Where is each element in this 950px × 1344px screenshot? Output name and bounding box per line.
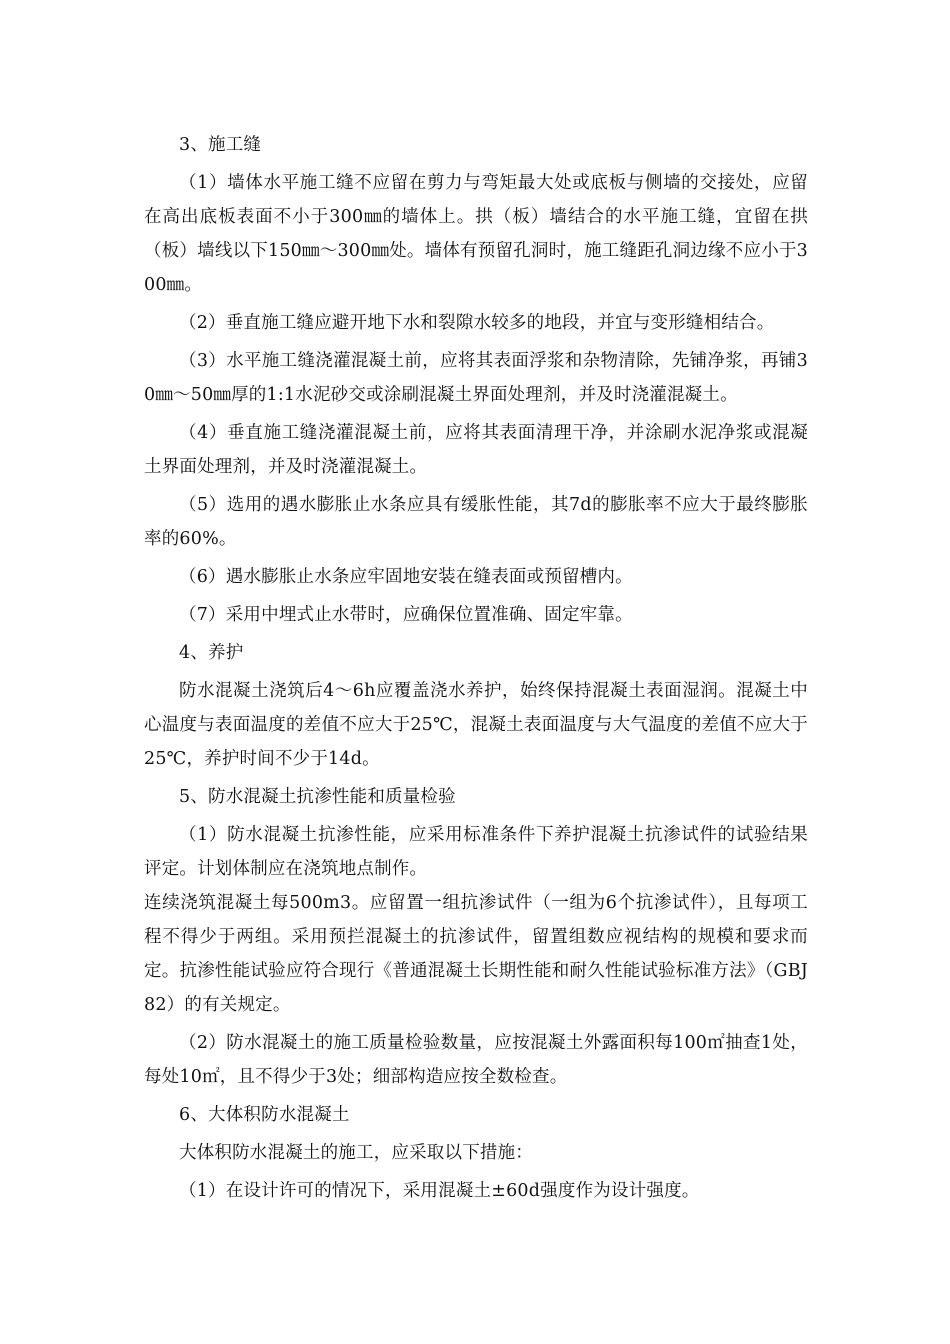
- document-body: [144, 128, 808, 1208]
- paragraph-6-intro: 大体积防水混凝土的施工，应采取以下措施：: [179, 1143, 533, 1163]
- paragraph-5-1: （1）防水混凝土抗渗性能，应采用标准条件下养护混凝土抗渗试件的试验结果评定。计划体制应在浇筑地点制作。: [144, 825, 808, 879]
- paragraph-3-4: （4）垂直施工缝浇灌混凝土前，应将其表面清理干净，并涂刷水泥净浆或混凝土界面处理剂，并及时浇灌混凝土。: [144, 423, 808, 477]
- paragraph-3-1: （1）墙体水平施工缝不应留在剪力与弯矩最大处或底板与侧墙的交接处，应留在高出底板表面不小于300㎜的墙体上。拱（板）墙结合的水平施工缝，宜留在拱（板）墙线以下150㎜～300㎜处。墙体有预留孔洞时，施工缝距孔洞边缘不应小于300㎜。: [144, 173, 808, 295]
- section-heading-3: 3、施工缝: [179, 135, 262, 155]
- paragraph-4-1: 防水混凝土浇筑后4～6h应覆盖浇水养护，始终保持混凝土表面湿润。混凝土中心温度与表面温度的差值不应大于25℃，混凝土表面温度与大气温度的差值不应大于25℃，养护时间不少于14d。: [144, 681, 808, 769]
- section-heading-4: 4、养护: [179, 643, 244, 663]
- paragraph-5-1-continued: 连续浇筑混凝土每500m3。应留置一组抗渗试件（一组为6个抗渗试件），且每项工程不得少于两组。采用预拦混凝土的抗渗试件，留置组数应视结构的规模和要求而定。抗渗性能试验应符合现行《普通混凝土长期性能和耐久性能试验标准方法》（GBJ82）的有关规定。: [144, 893, 808, 1015]
- paragraph-3-7: （7）采用中埋式止水带时，应确保位置准确、固定牢靠。: [179, 605, 633, 625]
- section-heading-6: 6、大体积防水混凝土: [179, 1105, 350, 1125]
- paragraph-3-2: （2）垂直施工缝应避开地下水和裂隙水较多的地段，并宜与变形缝相结合。: [179, 313, 775, 333]
- paragraph-3-6: （6）遇水膨胀止水条应牢固地安装在缝表面或预留槽内。: [179, 567, 633, 587]
- paragraph-3-5: （5）选用的遇水膨胀止水条应具有缓胀性能，其7d的膨胀率不应大于最终膨胀率的60%。: [144, 495, 808, 549]
- section-heading-5: 5、防水混凝土抗渗性能和质量检验: [179, 787, 456, 807]
- paragraph-3-3: （3）水平施工缝浇灌混凝土前，应将其表面浮浆和杂物清除，先铺净浆，再铺30㎜～50㎜厚的1:1水泥砂交或涂刷混凝土界面处理剂，并及时浇灌混凝土。: [144, 351, 808, 405]
- paragraph-5-2: （2）防水混凝土的施工质量检验数量，应按混凝土外露面积每100㎡抽查1处，每处10㎡，且不得少于3处；细部构造应按全数检查。: [144, 1033, 808, 1087]
- paragraph-6-1: （1）在设计许可的情况下，采用混凝土±60d强度作为设计强度。: [179, 1181, 700, 1201]
